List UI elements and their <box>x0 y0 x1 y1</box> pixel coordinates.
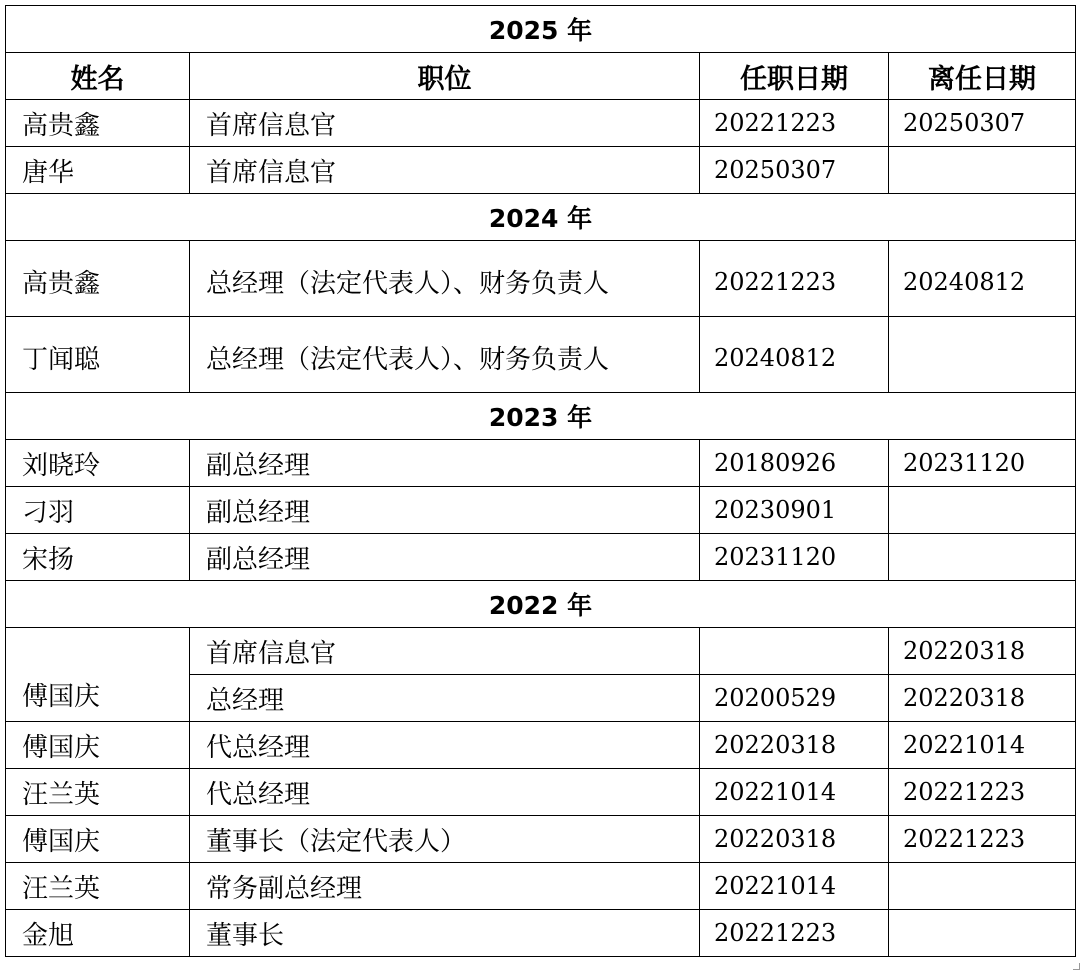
cell-position: 总经理（法定代表人）、财务负责人 <box>190 241 700 317</box>
cell-name: 汪兰英 <box>6 863 190 910</box>
cell-start-date: 20230901 <box>700 487 889 534</box>
year-label: 2023 年 <box>6 393 1076 440</box>
cell-name: 丁闻聪 <box>6 317 190 393</box>
cell-position: 首席信息官 <box>190 147 700 194</box>
cell-position: 代总经理 <box>190 769 700 816</box>
cell-end-date <box>889 863 1076 910</box>
table-row <box>6 910 1076 957</box>
cell-position: 副总经理 <box>190 440 700 487</box>
table-row <box>6 816 1076 863</box>
table-row <box>6 863 1076 910</box>
cell-start-date: 20220318 <box>700 722 889 769</box>
year-label: 2024 年 <box>6 194 1076 241</box>
cell-position: 总经理 <box>190 675 700 722</box>
cell-position: 董事长 <box>190 910 700 957</box>
table-row <box>6 100 1076 147</box>
table-row <box>6 628 1076 675</box>
cell-end-date: 20240812 <box>889 241 1076 317</box>
table-row <box>6 317 1076 393</box>
cell-end-date: 20220318 <box>889 628 1076 675</box>
cell-name: 宋扬 <box>6 534 190 581</box>
header-name: 姓名 <box>6 53 190 100</box>
table-row <box>6 534 1076 581</box>
year-row-2022 <box>6 581 1076 628</box>
cell-position: 首席信息官 <box>190 100 700 147</box>
cell-start-date: 20221223 <box>700 241 889 317</box>
year-label: 2022 年 <box>6 581 1076 628</box>
cell-name: 高贵鑫 <box>6 100 190 147</box>
cell-start-date: 20221014 <box>700 769 889 816</box>
cell-end-date: 20221223 <box>889 816 1076 863</box>
cell-name: 傅国庆 <box>6 722 190 769</box>
year-row-2024 <box>6 194 1076 241</box>
cell-position: 副总经理 <box>190 534 700 581</box>
cell-position: 常务副总经理 <box>190 863 700 910</box>
header-row <box>6 53 1076 100</box>
cell-name: 刘晓玲 <box>6 440 190 487</box>
header-start-date: 任职日期 <box>700 53 889 100</box>
cell-end-date <box>889 910 1076 957</box>
cell-start-date: 20200529 <box>700 675 889 722</box>
cell-position: 首席信息官 <box>190 628 700 675</box>
table-row <box>6 487 1076 534</box>
cell-start-date: 20221014 <box>700 863 889 910</box>
cell-position: 副总经理 <box>190 487 700 534</box>
year-label: 2025 年 <box>6 6 1076 53</box>
cell-end-date <box>889 147 1076 194</box>
cell-start-date: 20240812 <box>700 317 889 393</box>
cell-end-date <box>889 534 1076 581</box>
cell-position: 董事长（法定代表人） <box>190 816 700 863</box>
cell-end-date: 20221223 <box>889 769 1076 816</box>
cell-start-date: 20231120 <box>700 534 889 581</box>
cell-name: 高贵鑫 <box>6 241 190 317</box>
cell-end-date: 20220318 <box>889 675 1076 722</box>
cell-name: 刁羽 <box>6 487 190 534</box>
cell-name: 傅国庆 <box>6 816 190 863</box>
table-row <box>6 722 1076 769</box>
table-row <box>6 769 1076 816</box>
header-end-date: 离任日期 <box>889 53 1076 100</box>
cell-start-date: 20180926 <box>700 440 889 487</box>
year-row-2023 <box>6 393 1076 440</box>
cell-position: 总经理（法定代表人）、财务负责人 <box>190 317 700 393</box>
cell-start-date: 20221223 <box>700 910 889 957</box>
table-row <box>6 147 1076 194</box>
cell-name: 汪兰英 <box>6 769 190 816</box>
cell-position: 代总经理 <box>190 722 700 769</box>
cell-name: 傅国庆 <box>6 628 190 722</box>
executive-roster-table <box>5 5 1076 957</box>
page-corner-mark <box>1073 963 1080 970</box>
year-row-2025 <box>6 6 1076 53</box>
header-position: 职位 <box>190 53 700 100</box>
table-row <box>6 241 1076 317</box>
cell-end-date <box>889 317 1076 393</box>
cell-name: 金旭 <box>6 910 190 957</box>
cell-start-date: 20221223 <box>700 100 889 147</box>
cell-start-date: 20220318 <box>700 816 889 863</box>
table-row <box>6 440 1076 487</box>
cell-end-date: 20250307 <box>889 100 1076 147</box>
cell-end-date: 20221014 <box>889 722 1076 769</box>
cell-start-date: 20250307 <box>700 147 889 194</box>
cell-name: 唐华 <box>6 147 190 194</box>
cell-end-date <box>889 487 1076 534</box>
cell-start-date <box>700 628 889 675</box>
cell-end-date: 20231120 <box>889 440 1076 487</box>
